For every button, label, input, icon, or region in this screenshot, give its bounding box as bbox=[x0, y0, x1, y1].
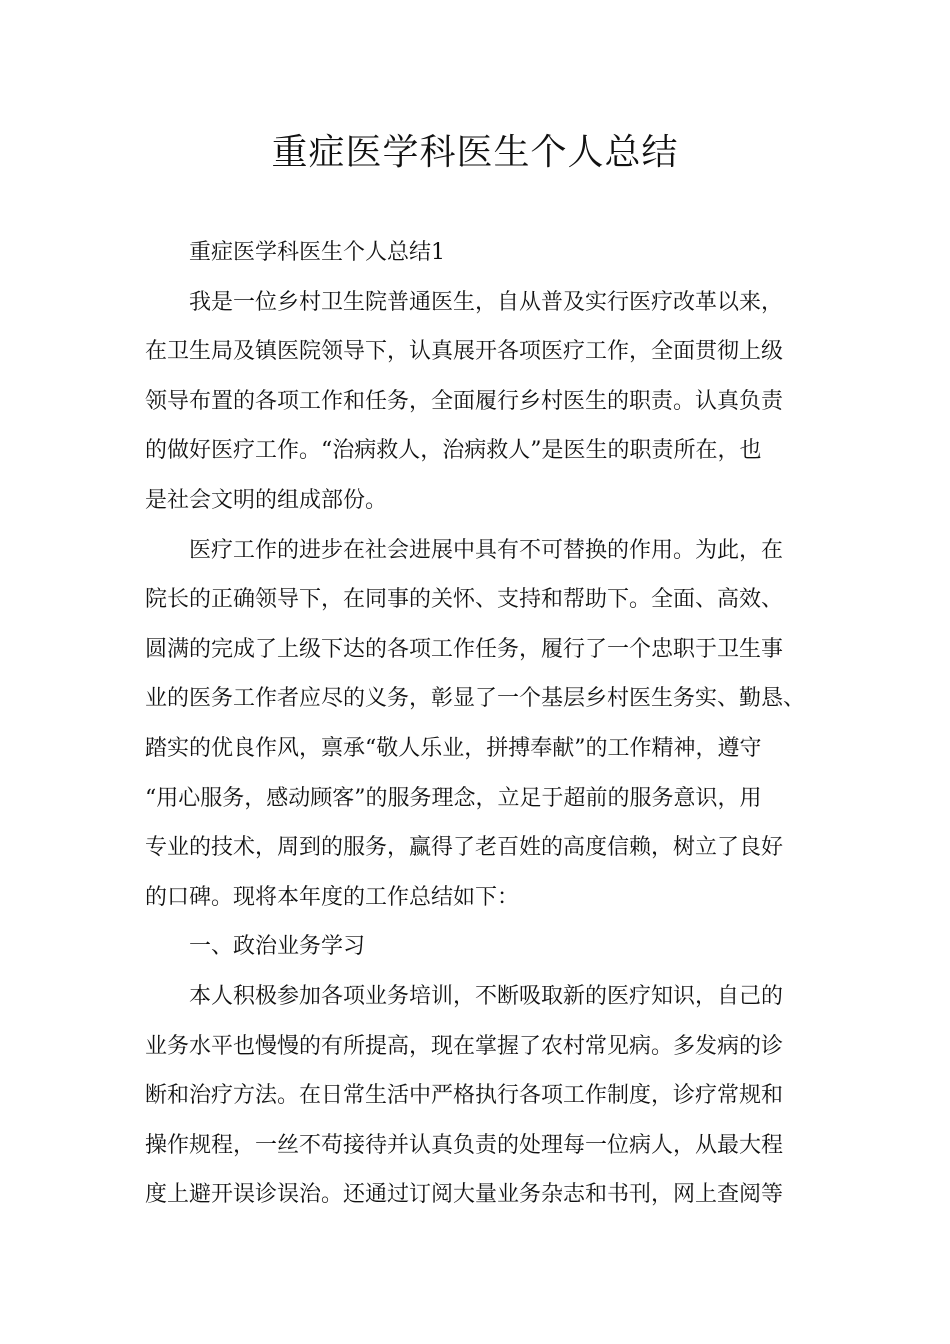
body-line: 是社会文明的组成部份。 bbox=[145, 487, 388, 513]
body-line: 的做好医疗工作。“治病救人，治病救人”是医生的职责所在，也 bbox=[145, 438, 762, 464]
body-line: 院长的正确领导下，在同事的关怀、支持和帮助下。全面、高效、 bbox=[145, 587, 784, 613]
body-line: 踏实的优良作风，禀承“敬人乐业，拼搏奉献”的工作精神，遵守 bbox=[145, 735, 762, 761]
body-line: 一、政治业务学习 bbox=[189, 934, 366, 960]
body-line: 本人积极参加各项业务培训，不断吸取新的医疗知识，自己的 bbox=[189, 983, 784, 1009]
body-line: 医疗工作的进步在社会进展中具有不可替换的作用。为此，在 bbox=[189, 537, 784, 563]
body-line: 重症医学科医生个人总结1 bbox=[189, 240, 445, 265]
body-line: 断和治疗方法。在日常生活中严格执行各项工作制度，诊疗常规和 bbox=[145, 1083, 784, 1109]
body-line: 圆满的完成了上级下达的各项工作任务，履行了一个忠职于卫生事 bbox=[145, 636, 784, 662]
body-line: “用心服务，感动顾客”的服务理念，立足于超前的服务意识，用 bbox=[145, 785, 762, 811]
document-title: 重症医学科医生个人总结 bbox=[271, 132, 679, 173]
body-line: 业的医务工作者应尽的义务，彰显了一个基层乡村医生务实、勤恳、 bbox=[145, 686, 806, 712]
body-line: 度上避开误诊误治。还通过订阅大量业务杂志和书刊，网上查阅等 bbox=[145, 1182, 784, 1208]
body-line: 领导布置的各项工作和任务，全面履行乡村医生的职责。认真负责 bbox=[145, 388, 784, 414]
body-line: 业务水平也慢慢的有所提高，现在掌握了农村常见病。多发病的诊 bbox=[145, 1033, 784, 1059]
document-body bbox=[145, 228, 805, 1220]
body-line: 专业的技术，周到的服务，赢得了老百姓的高度信赖，树立了良好 bbox=[145, 835, 784, 861]
body-line: 操作规程，一丝不苟接待并认真负责的处理每一位病人，从最大程 bbox=[145, 1132, 784, 1158]
body-line: 我是一位乡村卫生院普通医生，自从普及实行医疗改革以来， bbox=[189, 289, 784, 315]
body-line: 的口碑。现将本年度的工作总结如下： bbox=[145, 884, 520, 910]
body-line: 在卫生局及镇医院领导下，认真展开各项医疗工作，全面贯彻上级 bbox=[145, 339, 784, 365]
